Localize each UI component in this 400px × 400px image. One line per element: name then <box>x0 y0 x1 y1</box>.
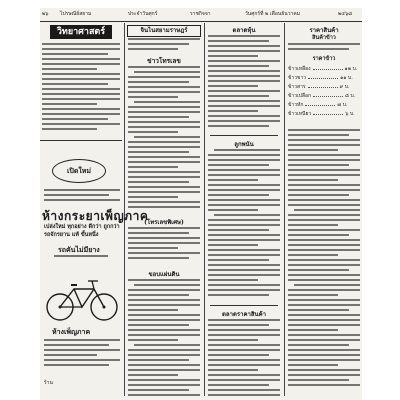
price-label: ข้าวหัก <box>288 102 304 108</box>
price-label: ข้าวเหลือง <box>288 66 311 72</box>
price-list-row <box>288 110 355 118</box>
page-header <box>40 8 362 21</box>
price-value: ๘ บ. <box>345 93 356 99</box>
column-masthead: วิทยาศาสตร์ <box>50 25 112 39</box>
header-issue-text: ประจำวันศุกร์ <box>128 11 158 17</box>
header-paper-title: ไปรษณีย์สยาม <box>60 11 92 17</box>
article-text <box>42 43 120 133</box>
boxed-title: จินไนสยามราษฎร์ <box>127 25 201 37</box>
price-list-row <box>288 74 353 82</box>
article-text <box>128 66 200 214</box>
column-divider <box>284 23 285 396</box>
section-heading: ลูกพนัน <box>234 141 254 148</box>
header-year: ๒๔๖๘ <box>338 11 353 17</box>
section-subheading: ราคาข้าว <box>312 56 336 62</box>
price-list-row <box>288 101 347 109</box>
price-list-row <box>288 92 355 100</box>
bike-price-label: รถคันไม่มียาง <box>58 245 100 254</box>
header-date: วันศุกร์ที่ ๒ เดือนธันวาคม <box>245 11 300 17</box>
ad-line-1: เปล่งใหม่ ทุกอย่าง ดีกว่า ถูกกว่า <box>44 224 120 230</box>
section-heading: ตลาดหุ้น <box>232 27 256 34</box>
price-label: ข้าวขาว <box>288 75 307 81</box>
section-heading: ข่าวโทรเลข <box>147 57 181 65</box>
price-value: ๑๒ บ. <box>344 66 358 72</box>
price-list-row <box>288 83 350 91</box>
column-3 <box>206 23 282 398</box>
newspaper-page <box>40 8 362 400</box>
column-1 <box>40 23 149 398</box>
brand-name: ห้างเพ็ญภาค <box>52 327 91 336</box>
article-text <box>128 279 200 399</box>
column-2 <box>126 23 202 398</box>
price-value: ๖ บ. <box>345 111 355 117</box>
section-subheading: สินค้าข้าว <box>312 35 336 41</box>
article-text <box>208 35 280 131</box>
price-label: ข้าวสาร <box>288 84 306 90</box>
ad-footer-text <box>44 339 120 399</box>
column-divider <box>204 23 205 396</box>
ad-heading: ห้างกระยาเพ็ญภาค <box>42 209 149 223</box>
shop-note: ร้าน <box>44 380 53 386</box>
section-heading: (โทรเลขพิเศษ) <box>144 219 184 226</box>
price-list <box>286 65 362 125</box>
price-value: ๑๑ บ. <box>340 75 353 81</box>
section-heading: ขอบแผ่นดิน <box>148 271 180 278</box>
article-text <box>208 149 280 299</box>
ad-line-2: รถจักรยาน แท้ ขั้นหนึ่ง <box>44 232 99 238</box>
article-text <box>288 129 360 399</box>
new-shop-oval: เปิดใหม่ <box>52 159 106 183</box>
header-rule <box>40 21 362 22</box>
bicycle-illustration <box>44 273 120 323</box>
price-label: ข้าวเปลือก <box>288 93 312 99</box>
ad-intro-text <box>44 189 120 205</box>
column-4 <box>286 23 362 398</box>
section-heading: ราคาสินค้า <box>309 27 339 34</box>
page-number: ๒๖ <box>42 11 49 17</box>
price-value: ๗ บ. <box>337 102 348 108</box>
price-value: ๙ บ. <box>339 84 350 90</box>
price-list-row <box>288 65 357 73</box>
header-section: ราชกิจจา <box>190 11 211 17</box>
section-heading: ตลาดราคาสินค้า <box>222 311 266 318</box>
article-text <box>208 319 280 399</box>
price-label: ข้าวเหนียว <box>288 111 312 117</box>
